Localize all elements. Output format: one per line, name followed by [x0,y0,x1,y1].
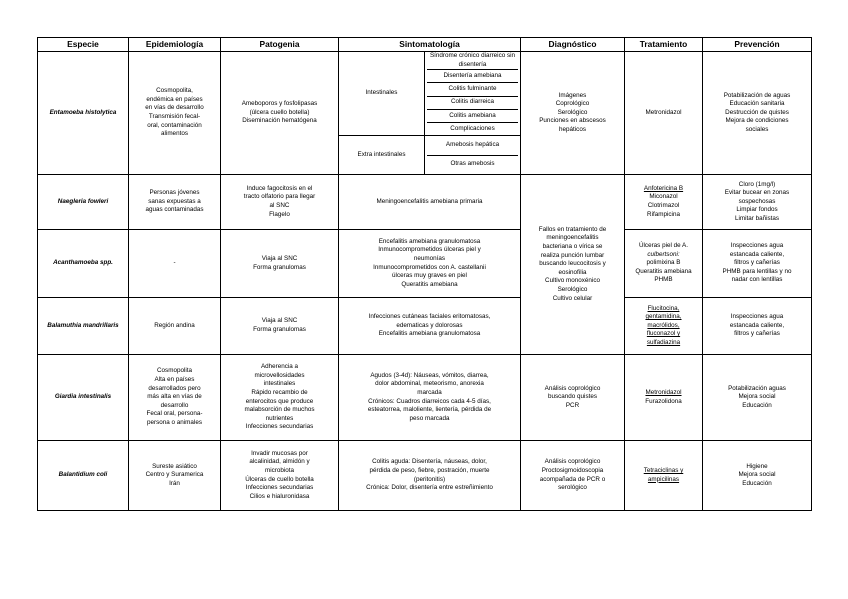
header-tratamiento: Tratamiento [625,38,703,52]
epi-acanthamoeba: - [129,230,221,298]
prev-naegleria: Cloro (1mg/l) Evitar bucear en zonas sospechosas Limpiar fondos Limitar bañistas [703,175,812,230]
species-balamuthia: Balamuthia mandrillaris [38,298,129,355]
species-balantidium: Balantidium coli [38,441,129,511]
epi-giardia: Cosmopolita Alta en países desarrollados pero más alta en vías de desarrollo Fecal oral, persona- persona o animales [129,355,221,441]
header-especie: Especie [38,38,129,52]
document-page [37,37,812,511]
intestinal-subtable [427,52,518,135]
intestinal-item: Colitis fulminante [427,83,518,96]
diag-entamoeba: Imágenes Coprológico Serológico Punciones en abscesos hepáticos [521,52,625,175]
epi-entamoeba: Cosmopolita, endémica en países en vías de desarrollo Transmisión fecal- oral, contaminación alimentos [129,52,221,175]
intestinal-item: Síndrome crónico diarreico sin disentería [427,52,518,70]
sint-giardia: Agudos (3-4d): Náuseas, vómitos, diarrea, dolor abdominal, meteorismo, anorexia marcada Crónicos: Cuadros diarreicos cada 4-5 días, esteatorrea, maloliente, lientería, pérdida de peso marcada [339,355,521,441]
trat-balamuthia: Flucitocina, gentamidina, macrólidos, fluconazol y sulfadiazina [625,298,703,355]
header-diagnostico: Diagnóstico [521,38,625,52]
header-patogenia: Patogenia [221,38,339,52]
species-naegleria: Naegleria fowleri [38,175,129,230]
sint-extra-label: Extra intestinales [339,136,425,175]
sint-intestinal-label: Intestinales [339,52,425,136]
intestinal-item: Colitis amebiana [427,109,518,122]
intestinal-item: Colitis diarreica [427,96,518,109]
prev-balamuthia: Inspecciones agua estancada caliente, filtros y cañerías [703,298,812,355]
intestinal-item: Complicaciones [450,124,495,132]
row-balamuthia [38,298,812,355]
pat-balantidium: Invadir mucosas por alcalinidad, almidón y microbiota Úlceras de cuello botella Infecciones secundarias Cilios e hialuronidasa [221,441,339,511]
species-giardia: Giardia intestinalis [38,355,129,441]
sint-naegleria: Meningoencefalitis amebiana primaria [339,175,521,230]
extra-item: Otras amebosis [450,160,495,168]
trat-entamoeba: Metronidazol [625,52,703,175]
prev-balantidium: Higiene Mejora social Educación [703,441,812,511]
sint-intestinal-list [425,52,521,136]
pat-giardia: Adherencia a microvellosidades intestinales Rápido recambio de enterocitos que produce malabsorción de muchos nutrientes Infecciones secundarias [221,355,339,441]
diag-amebas-libres: Fallos en tratamiento de meningoencefalitis bacteriana o vírica se realiza punción lumbar buscando leucocitosis y eosinofilia Cultivo monoxénico Serológico Cultivo celular [521,175,625,355]
epi-balantidium: Sureste asiático Centro y Suramerica Irán [129,441,221,511]
trat-balantidium: Tetraciclinas y ampicilinas [625,441,703,511]
header-sintomatologia: Sintomatología [339,38,521,52]
species-entamoeba: Entamoeba histolytica [38,52,129,175]
row-entamoeba [38,52,812,136]
header-row [38,38,812,52]
prev-giardia: Potabilización aguas Mejora social Educación [703,355,812,441]
header-epidemiologia: Epidemiología [129,38,221,52]
pat-acanthamoeba: Viaja al SNC Forma granulomas [221,230,339,298]
header-prevencion: Prevención [703,38,812,52]
trat-naegleria: Anfotericina B Miconazol Clotrimazol Rifampicina [625,175,703,230]
extra-item: Amebosis hepática [427,136,518,155]
species-acanthamoeba: Acanthamoeba spp. [38,230,129,298]
parasites-table [37,37,812,511]
sint-acanthamoeba: Encefalitis amebiana granulomatosa Inmunocomprometidos úlceras piel y neumonías Inmunocomprometidos con A. castellanii úlceras muy graves en piel Queratitis amebiana [339,230,521,298]
epi-naegleria: Personas jóvenes sanas expuestas a aguas contaminadas [129,175,221,230]
epi-balamuthia: Región andina [129,298,221,355]
prev-entamoeba: Potabilización de aguas Educación sanitaria Destrucción de quistes Mejora de condiciones sociales [703,52,812,175]
pat-balamuthia: Viaja al SNC Forma granulomas [221,298,339,355]
pat-naegleria: Induce fagocitosis en el tracto olfatorio para llegar al SNC Flagelo [221,175,339,230]
row-acanthamoeba [38,230,812,298]
trat-giardia: Metronidazol Furazolidona [625,355,703,441]
prev-acanthamoeba: Inspecciones agua estancada caliente, filtros y cañerías PHMB para lentillas y no nadar con lentillas [703,230,812,298]
sint-balamuthia: Infecciones cutáneas faciales eritomatosas, edematicas y dolorosas Encefalitis amebiana granulomatosa [339,298,521,355]
intestinal-item: Disentería amebiana [427,70,518,83]
diag-balantidium: Análisis coprológico Proctosigmoidoscopia acompañada de PCR o serológico [521,441,625,511]
diag-giardia: Análisis coprológico buscando quistes PCR [521,355,625,441]
sint-extra-list [425,136,521,175]
sint-balantidium: Colitis aguda: Disentería, náuseas, dolor, pérdida de peso, fiebre, postración, muerte (peritonitis) Crónica: Dolor, disentería entre estreñimiento [339,441,521,511]
extra-subtable [427,136,518,174]
row-balantidium [38,441,812,511]
trat-acanthamoeba: Úlceras piel de A. culbertsoni: polimixina B Queratitis amebiana PHMB [625,230,703,298]
row-naegleria [38,175,812,230]
pat-entamoeba: Ameboporos y fosfolipasas (úlcera cuello botella) Diseminación hematógena [221,52,339,175]
row-giardia [38,355,812,441]
